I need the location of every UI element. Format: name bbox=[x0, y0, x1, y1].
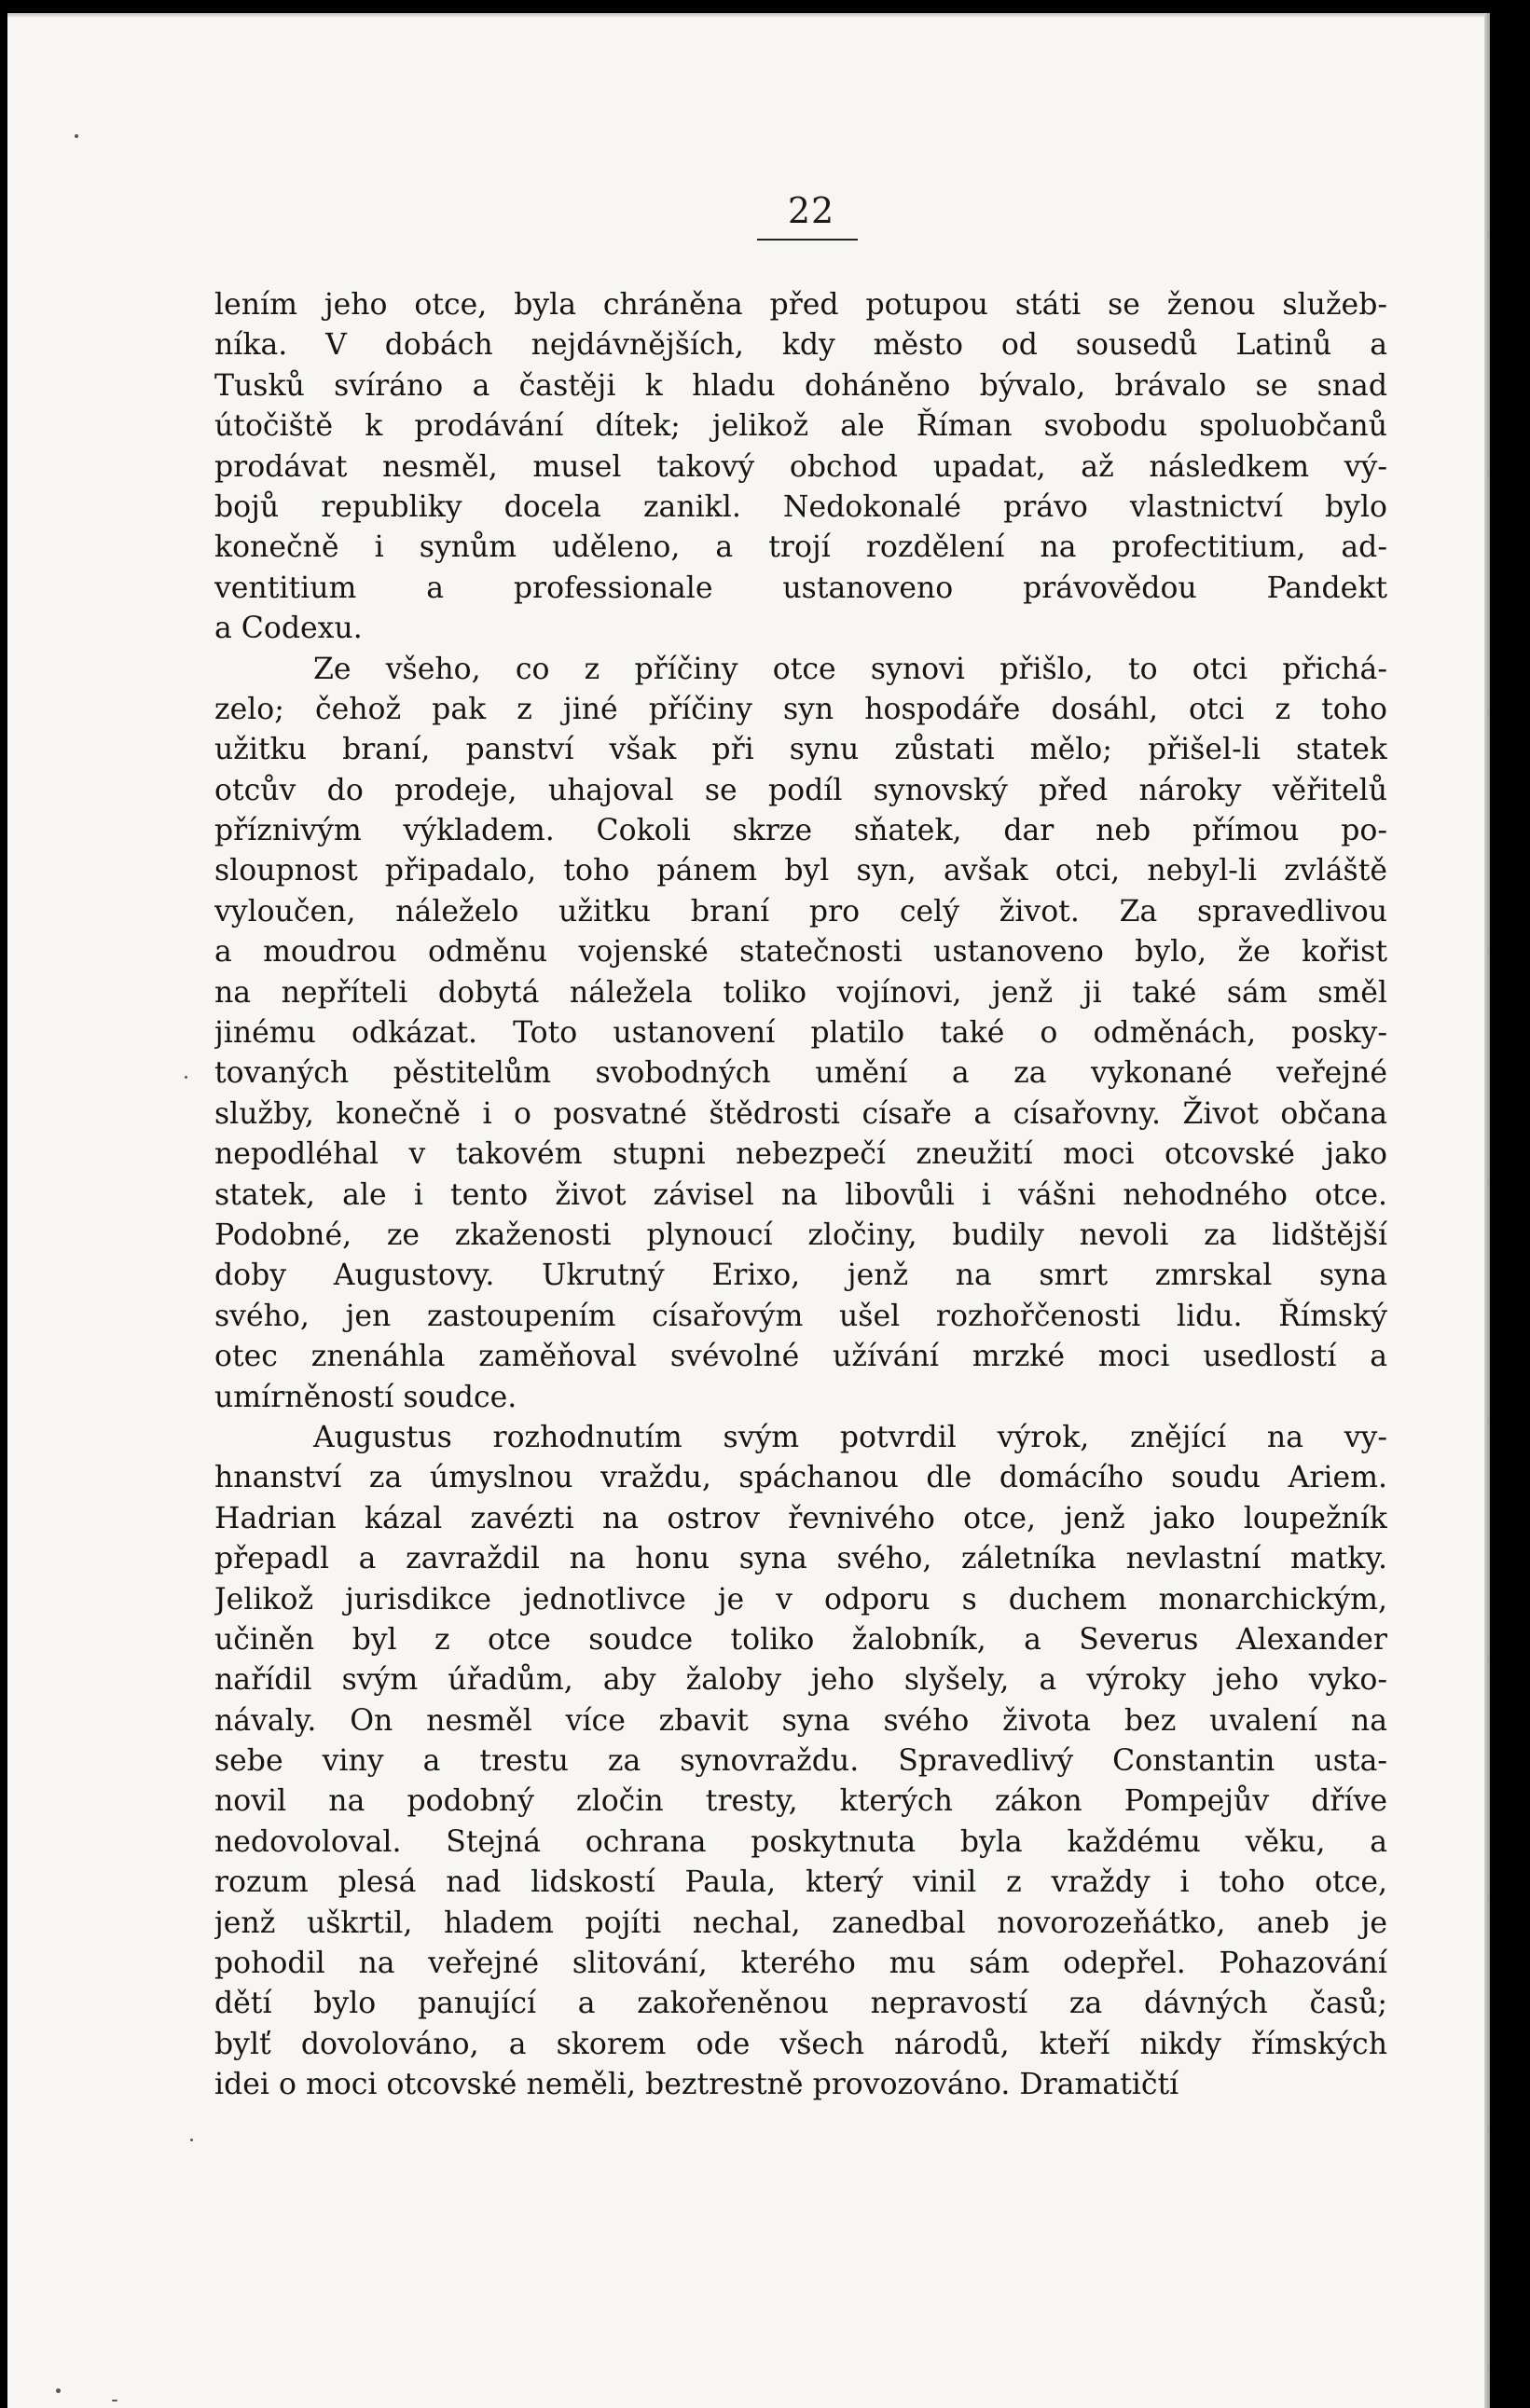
text-line: ventitium a professionale ustanoveno právovědou Pandekt bbox=[214, 571, 1387, 605]
scan-speck bbox=[185, 1076, 187, 1079]
text-line: na nepříteli dobytá náležela toliko vojínovi, jenž ji také sám směl bbox=[214, 975, 1387, 1010]
text-line: otec znenáhla zaměňoval svévolné užívání mrzké moci usedlostí a bbox=[214, 1340, 1387, 1374]
text-line: bylť dovolováno, a skorem ode všech národů, kteří nikdy římských bbox=[214, 2027, 1387, 2061]
text-line: idei o moci otcovské neměli, beztrestně provozováno. Dramatičtí bbox=[214, 2068, 1179, 2102]
scan-speck bbox=[190, 2139, 193, 2141]
text-line: přepadl a zavraždil na honu syna svého, záletníka nevlastní matky. bbox=[214, 1542, 1387, 1576]
text-line: rozum plesá nad lidskostí Paula, který vinil z vraždy i toho otce, bbox=[214, 1865, 1387, 1900]
text-line: učiněn byl z otce soudce toliko žalobník, a Severus Alexander bbox=[214, 1622, 1387, 1657]
text-line: nedovoloval. Stejná ochrana poskytnuta byla každému věku, a bbox=[214, 1824, 1387, 1859]
text-line: útočiště k prodávání dítek; jelikož ale Říman svobodu spoluobčanů bbox=[214, 409, 1387, 444]
text-line: Ze všeho, co z příčiny otce synovi přišlo, to otci přichá- bbox=[313, 652, 1387, 686]
text-line: služby, konečně i o posvatné štědrosti císaře a císařovny. Život občana bbox=[214, 1096, 1387, 1131]
text-line: Jelikož jurisdikce jednotlivce je v odporu s duchem monarchickým, bbox=[214, 1582, 1387, 1617]
text-line: Podobné, ze zkaženosti plynoucí zločiny, budily nevoli za lidštější bbox=[214, 1218, 1387, 1252]
text-line: jinému odkázat. Toto ustanovení platilo také o odměnách, posky- bbox=[214, 1016, 1387, 1051]
text-line: příznivým výkladem. Cokoli skrze sňatek, dar neb přímou po- bbox=[214, 814, 1387, 848]
text-line: prodávat nesměl, musel takový obchod upadat, až následkem vý- bbox=[214, 449, 1387, 484]
text-line: bojů republiky docela zanikl. Nedokonalé právo vlastnictví bylo bbox=[214, 489, 1387, 524]
text-line: otcův do prodeje, uhajoval se podíl synovský před nároky věřitelů bbox=[214, 773, 1387, 807]
text-line: sloupnost připadalo, toho pánem byl syn, avšak otci, nebyl-li zvláště bbox=[214, 854, 1387, 888]
text-line: níka. V dobách nejdávnějších, kdy město od sousedů Latinů a bbox=[214, 328, 1387, 363]
text-line: a Codexu. bbox=[214, 612, 363, 646]
body-text bbox=[214, 285, 1387, 2106]
text-line: novil na podobný zločin tresty, kterých zákon Pompejův dříve bbox=[214, 1784, 1387, 1819]
text-line: vyloučen, náleželo užitku braní pro celý život. Za spravedlivou bbox=[214, 894, 1387, 929]
text-line: pohodil na veřejné slitování, kterého mu sám odepřel. Pohazování bbox=[214, 1947, 1387, 1981]
scan-speck bbox=[75, 134, 78, 138]
book-page bbox=[7, 13, 1490, 2408]
text-line: statek, ale i tento život závisel na libovůli i vášni nehodného otce. bbox=[214, 1177, 1387, 1212]
text-line: dětí bylo panující a zakořeněnou nepravostí za dávných časů; bbox=[214, 1987, 1387, 2021]
text-line: sebe viny a trestu za synovraždu. Spravedlivý Constantin usta- bbox=[214, 1744, 1387, 1779]
text-line: nepodléhal v takovém stupni nebezpečí zneužití moci otcovské jako bbox=[214, 1137, 1387, 1172]
text-line: Augustus rozhodnutím svým potvrdil výrok, znějící na vy- bbox=[313, 1420, 1387, 1454]
page-number-rule bbox=[757, 239, 858, 241]
text-line: návaly. On nesměl více zbavit syna svého života bez uvalení na bbox=[214, 1703, 1387, 1738]
scan-speck bbox=[112, 2400, 117, 2401]
text-line: konečně i synům uděleno, a trojí rozdělení na profectitium, ad- bbox=[214, 530, 1387, 565]
page-top-shadow bbox=[7, 13, 1490, 18]
text-line: zelo; čehož pak z jiné příčiny syn hospodáře dosáhl, otci z toho bbox=[214, 692, 1387, 726]
scan-speck bbox=[56, 2388, 61, 2393]
text-line: nařídil svým úřadům, aby žaloby jeho slyšely, a výroky jeho vyko- bbox=[214, 1663, 1387, 1698]
text-line: svého, jen zastoupením císařovým ušel rozhořčenosti lidu. Římský bbox=[214, 1299, 1387, 1333]
text-line: jenž uškrtil, hladem pojíti nechal, zanedbal novorozeňátko, aneb je bbox=[214, 1906, 1387, 1940]
text-line: a moudrou odměnu vojenské statečnosti ustanoveno bylo, že kořist bbox=[214, 935, 1387, 970]
text-line: hnanství za úmyslnou vraždu, spáchanou dle domácího soudu Ariem. bbox=[214, 1461, 1387, 1495]
text-line: Hadrian kázal zavézti na ostrov řevnivého otce, jenž jako loupežník bbox=[214, 1501, 1387, 1535]
text-line: umírněností soudce. bbox=[214, 1380, 517, 1414]
page-edge-shadow bbox=[1484, 13, 1490, 2408]
page-number: 22 bbox=[787, 190, 835, 231]
text-line: Tusků svíráno a častěji k hladu doháněno bývalo, brávalo se snad bbox=[214, 368, 1387, 403]
text-line: lením jeho otce, byla chráněna před potupou státi se ženou služeb- bbox=[214, 288, 1387, 322]
text-line: doby Augustovy. Ukrutný Erixo, jenž na smrt zmrskal syna bbox=[214, 1259, 1387, 1293]
text-line: tovaných pěstitelům svobodných umění a za vykonané veřejné bbox=[214, 1056, 1387, 1091]
text-line: užitku braní, panství však při synu zůstati mělo; přišel-li statek bbox=[214, 733, 1387, 767]
